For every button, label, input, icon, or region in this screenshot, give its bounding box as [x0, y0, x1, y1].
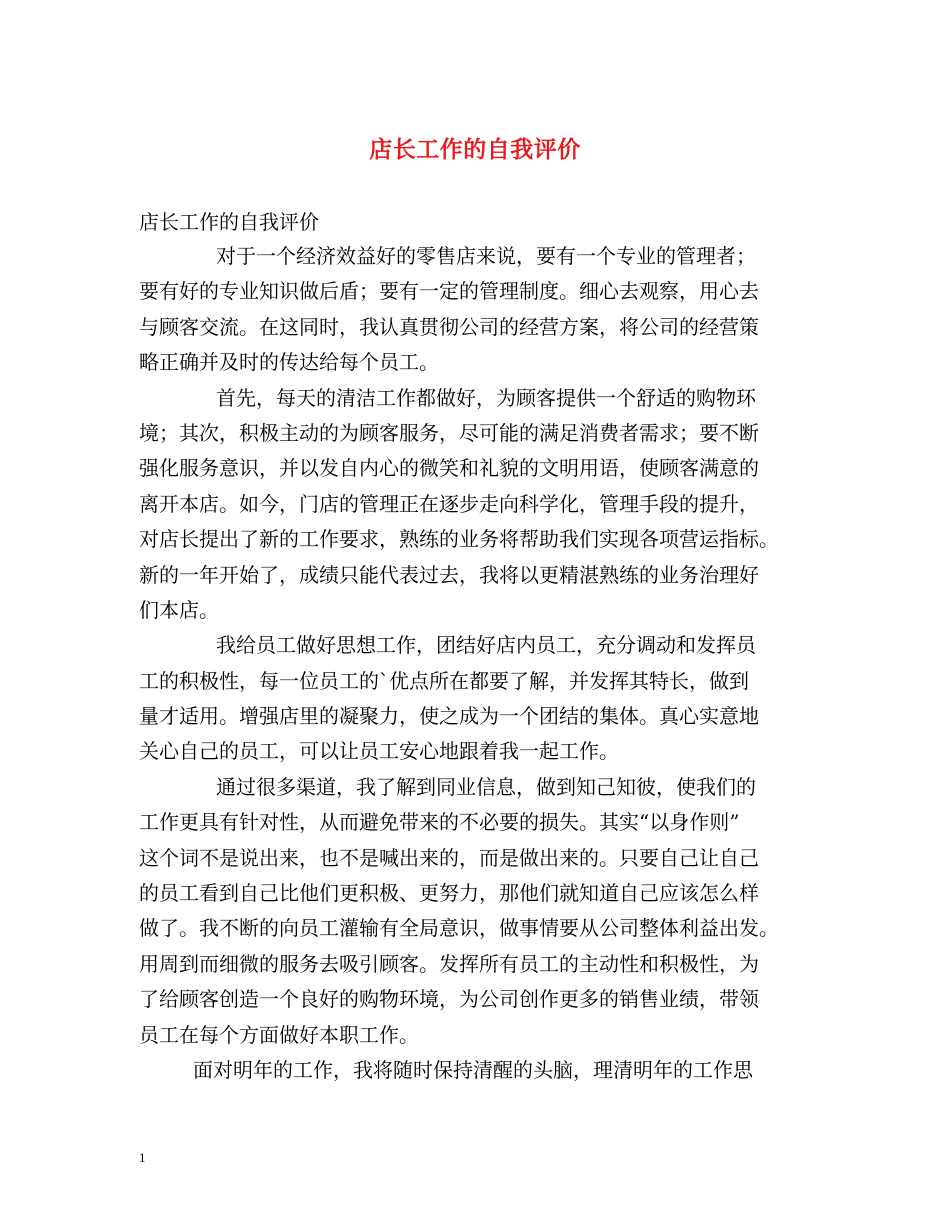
text-line: 这个词不是说出来，也不是喊出来的，而是做出来的。只要自己让自己	[139, 845, 759, 870]
text-line: 的员工看到自己比他们更积极、更努力，那他们就知道自己应该怎么样	[139, 881, 759, 906]
document-subtitle: 店长工作的自我评价	[139, 210, 319, 234]
text-line: 首先，每天的清洁工作都做好，为顾客提供一个舒适的购物环	[216, 385, 756, 410]
text-line: 对于一个经济效益好的零售店来说，要有一个专业的管理者；	[216, 244, 756, 268]
text-line: 用周到而细微的服务去吸引顾客。发挥所有员工的主动性和积极性，为	[139, 951, 759, 976]
text-line: 关心自己的员工，可以让员工安心地跟着我一起工作。	[139, 739, 619, 764]
text-line: 量才适用。增强店里的凝聚力，使之成为一个团结的集体。真心实意地	[139, 704, 759, 729]
text-line: 与顾客交流。在这同时，我认真贯彻公司的经营方案，将公司的经营策	[139, 314, 759, 339]
document-body	[139, 239, 839, 1088]
text-line: 新的一年开始了，成绩只能代表过去，我将以更精湛熟练的业务治理好	[139, 562, 759, 587]
text-line: 强化服务意识，并以发自内心的微笑和礼貌的文明用语，使顾客满意的	[139, 456, 759, 481]
text-line: 面对明年的工作，我将随时保持清醒的头脑，理清明年的工作思	[193, 1057, 753, 1082]
text-line: 略正确并及时的传达给每个员工。	[139, 350, 439, 375]
text-line: 工作更具有针对性，从而避免带来的不必要的损失。其实“以身作则”	[139, 810, 740, 835]
document-title: 店长工作的自我评价	[369, 136, 581, 163]
text-line: 我给员工做好思想工作，团结好店内员工，充分调动和发挥员	[216, 633, 756, 658]
text-line: 对店长提出了新的工作要求，熟练的业务将帮助我们实现各项营运指标。	[139, 527, 779, 552]
text-line: 工的积极性，每一位员工的`优点所在都要了解，并发挥其特长，做到	[139, 668, 749, 693]
text-line: 了给顾客创造一个良好的购物环境，为公司创作更多的销售业绩，带领	[139, 987, 759, 1012]
text-line: 要有好的专业知识做后盾；要有一定的管理制度。细心去观察，用心去	[139, 279, 759, 304]
text-line: 境；其次，积极主动的为顾客服务，尽可能的满足消费者需求；要不断	[139, 420, 759, 445]
text-line: 通过很多渠道，我了解到同业信息，做到知己知彼，使我们的	[216, 774, 756, 799]
page-number: 1	[139, 1150, 146, 1165]
text-line: 们本店。	[139, 597, 219, 622]
text-line: 员工在每个方面做好本职工作。	[139, 1022, 419, 1047]
text-line: 离开本店。如今，门店的管理正在逐步走向科学化，管理手段的提升，	[139, 491, 759, 516]
text-line: 做了。我不断的向员工灌输有全局意识，做事情要从公司整体利益出发。	[139, 916, 779, 941]
